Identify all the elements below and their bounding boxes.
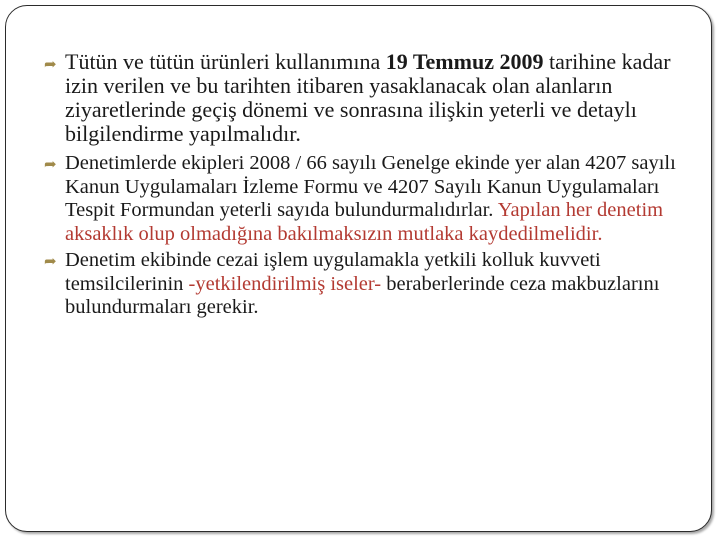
- bullet-item-3: [44, 249, 684, 320]
- bullet-3-text-b: beraberlerinde ceza makbuzlarını bulundurmaları gerekir.: [65, 272, 660, 318]
- curved-arrow-icon: ➦: [44, 252, 57, 270]
- bullet-list: [44, 50, 684, 323]
- bullet-1-text-b: tarihine kadar izin verilen ve bu tarihten itibaren yasaklanacak olan alanların ziyaretlerinde geçiş dönemi ve sonrasına ilişkin yeterli ve detaylı bilgilendirme yapılmalıdır.: [65, 49, 671, 146]
- curved-arrow-icon: ➦: [44, 55, 57, 73]
- curved-arrow-icon: ➦: [44, 155, 57, 173]
- bullet-2-text-a: Denetimlerde ekipleri 2008 / 66 sayılı Genelge ekinde yer alan 4207 sayılı Kanun Uygulamaları İzleme Formu ve 4207 Sayılı Kanun Uygulamaları Tespit Formundan yeterli sayıda bulundurmalıdırlar.: [65, 152, 676, 221]
- bullet-item-1: [44, 50, 684, 146]
- bullet-3-highlight: -yetkilendirilmiş iseler-: [188, 272, 382, 295]
- bullet-3-text-a: Denetim ekibinde cezai işlem uygulamakla yetkili kolluk kuvveti temsilcilerinin: [65, 249, 601, 295]
- bullet-2-highlight: Yapılan her denetim aksaklık olup olmadığına bakılmaksızın mutlaka kaydedilmelidir.: [65, 199, 664, 245]
- bullet-1-date: 19 Temmuz 2009: [385, 49, 544, 74]
- bullet-item-2: [44, 152, 684, 246]
- bullet-1-text-a: Tütün ve tütün ürünleri kullanımına: [65, 49, 386, 74]
